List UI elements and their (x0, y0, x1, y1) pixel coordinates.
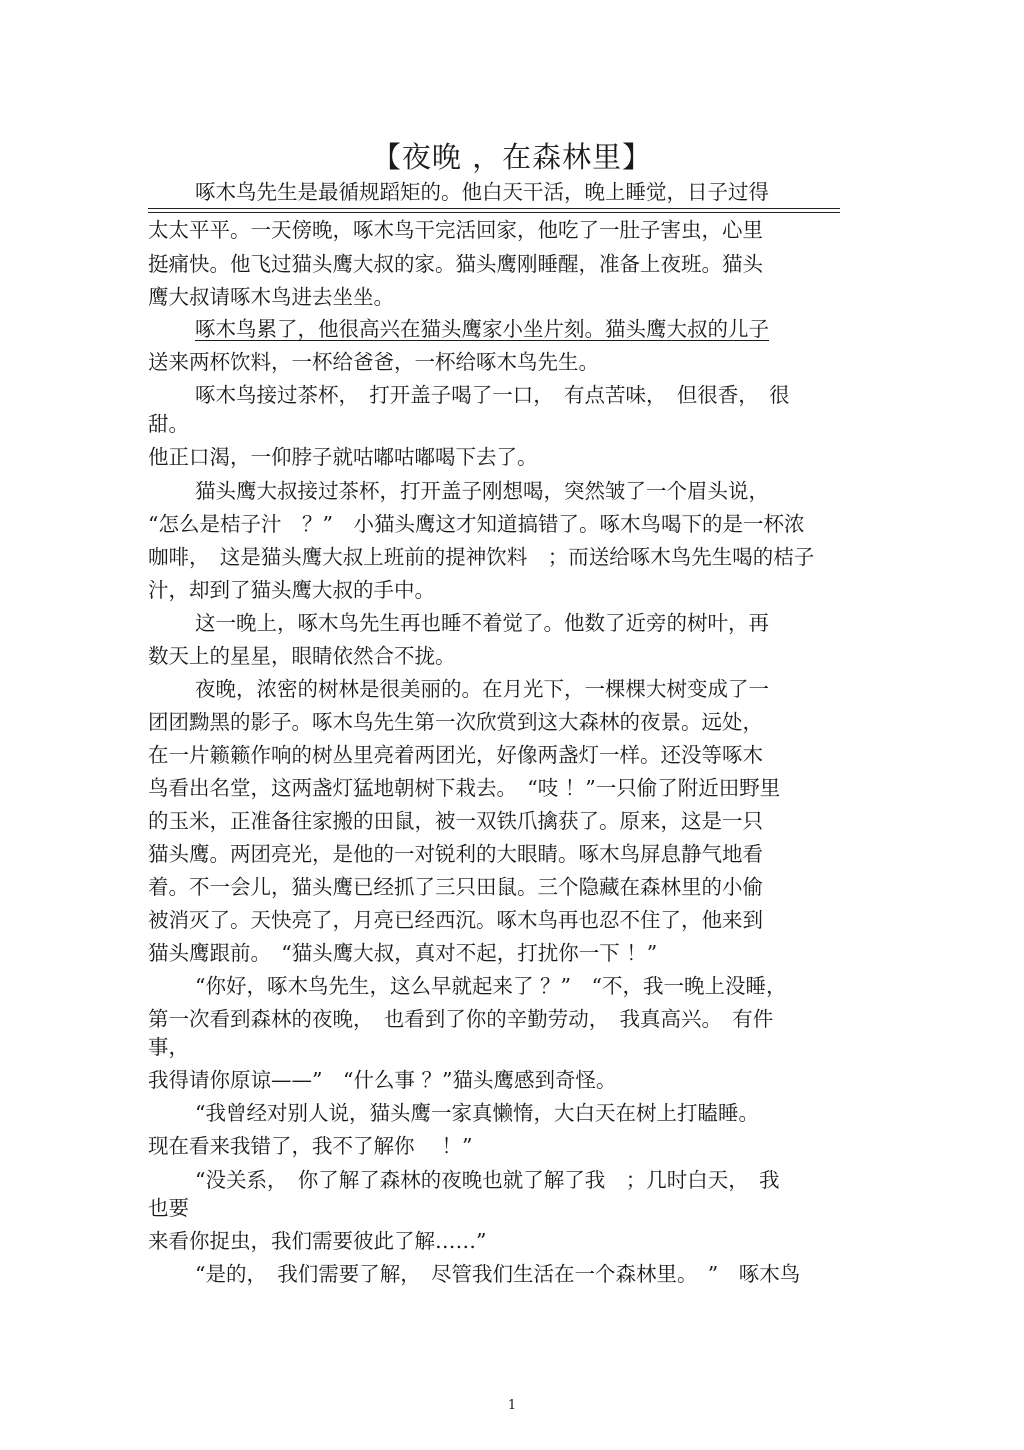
document-title: 【夜晚 ，在森林里】 (371, 140, 653, 174)
text-line: 也要 (148, 1196, 189, 1220)
text-line: 啄木鸟先生是最循规蹈矩的。他白天干活，晚上睡觉，日子过得 (195, 180, 769, 204)
page-number: 1 (507, 1398, 517, 1413)
text-line-underlined: 啄木鸟累了，他很高兴在猫头鹰家小坐片刻。猫头鹰大叔的儿子 (195, 317, 769, 341)
text-line: “是的， 我们需要了解， 尽管我们生活在一个森林里。 ” 啄木鸟 (195, 1262, 801, 1286)
text-line: 团团黝黑的影子。啄木鸟先生第一次欣赏到这大森林的夜景。远处， (148, 710, 763, 734)
text-line: 送来两杯饮料，一杯给爸爸，一杯给啄木鸟先生。 (148, 350, 599, 374)
text-line: “我曾经对别人说，猫头鹰一家真懒惰，大白天在树上打瞌睡。 (195, 1101, 759, 1125)
text-line: “没关系， 你了解了森林的夜晚也就了解了我 ；几时白天， 我 (195, 1168, 780, 1192)
text-line: 鸟看出名堂，这两盏灯猛地朝树下栽去。 “吱 ！”一只偷了附近田野里 (148, 776, 781, 800)
text-line: 事， (148, 1035, 189, 1059)
text-line: 鹰大叔请啄木鸟进去坐坐。 (148, 285, 394, 309)
double-rule-top (148, 208, 840, 209)
text-line: 数天上的星星，眼睛依然合不拢。 (148, 644, 456, 668)
text-line: 他正口渴，一仰脖子就咕嘟咕嘟喝下去了。 (148, 445, 538, 469)
text-line: 被消灭了。天快亮了，月亮已经西沉。啄木鸟再也忍不住了，他来到 (148, 908, 763, 932)
text-line: 第一次看到森林的夜晚， 也看到了你的辛勤劳动， 我真高兴。 有件 (148, 1007, 774, 1031)
text-line: “你好，啄木鸟先生，这么早就起来了 ？” “不，我一晚上没睡， (195, 974, 787, 998)
text-line: “怎么是桔子汁 ？” 小猫头鹰这才知道搞错了。啄木鸟喝下的是一杯浓 (148, 512, 805, 536)
text-line: 啄木鸟接过茶杯， 打开盖子喝了一口， 有点苦味， 但很香， 很 (195, 383, 790, 407)
text-line: 这一晚上，啄木鸟先生再也睡不着觉了。他数了近旁的树叶，再 (195, 611, 769, 635)
text-line: 来看你捉虫，我们需要彼此了解……” (148, 1229, 487, 1253)
double-rule-bottom (148, 212, 840, 213)
text-line: 咖啡， 这是猫头鹰大叔上班前的提神饮料 ；而送给啄木鸟先生喝的桔子 (148, 545, 815, 569)
text-line: 的玉米，正准备往家搬的田鼠，被一双铁爪擒获了。原来，这是一只 (148, 809, 763, 833)
text-line: 猫头鹰大叔接过茶杯，打开盖子刚想喝，突然皱了一个眉头说， (195, 479, 769, 503)
text-line: 甜。 (148, 412, 189, 436)
text-line: 我得请你原谅——” “什么事 ？”猫头鹰感到奇怪。 (148, 1068, 617, 1092)
text-line: 汁，却到了猫头鹰大叔的手中。 (148, 578, 435, 602)
text-line: 在一片籁籁作响的树丛里亮着两团光，好像两盏灯一样。还没等啄木 (148, 743, 763, 767)
text-line: 现在看来我错了，我不了解你 ！” (148, 1134, 473, 1158)
text-line: 挺痛快。他飞过猫头鹰大叔的家。猫头鹰刚睡醒，准备上夜班。猫头 (148, 252, 763, 276)
text-line: 猫头鹰跟前。 “猫头鹰大叔，真对不起，打扰你一下 ！” (148, 941, 658, 965)
text-line: 着。不一会儿，猫头鹰已经抓了三只田鼠。三个隐藏在森林里的小偷 (148, 875, 763, 899)
text-line: 猫头鹰。两团亮光，是他的一对锐利的大眼睛。啄木鸟屏息静气地看 (148, 842, 763, 866)
text-line: 太太平平。一天傍晚，啄木鸟干完活回家，他吃了一肚子害虫，心里 (148, 218, 763, 242)
text-line: 夜晚，浓密的树林是很美丽的。在月光下，一棵棵大树变成了一 (195, 677, 769, 701)
